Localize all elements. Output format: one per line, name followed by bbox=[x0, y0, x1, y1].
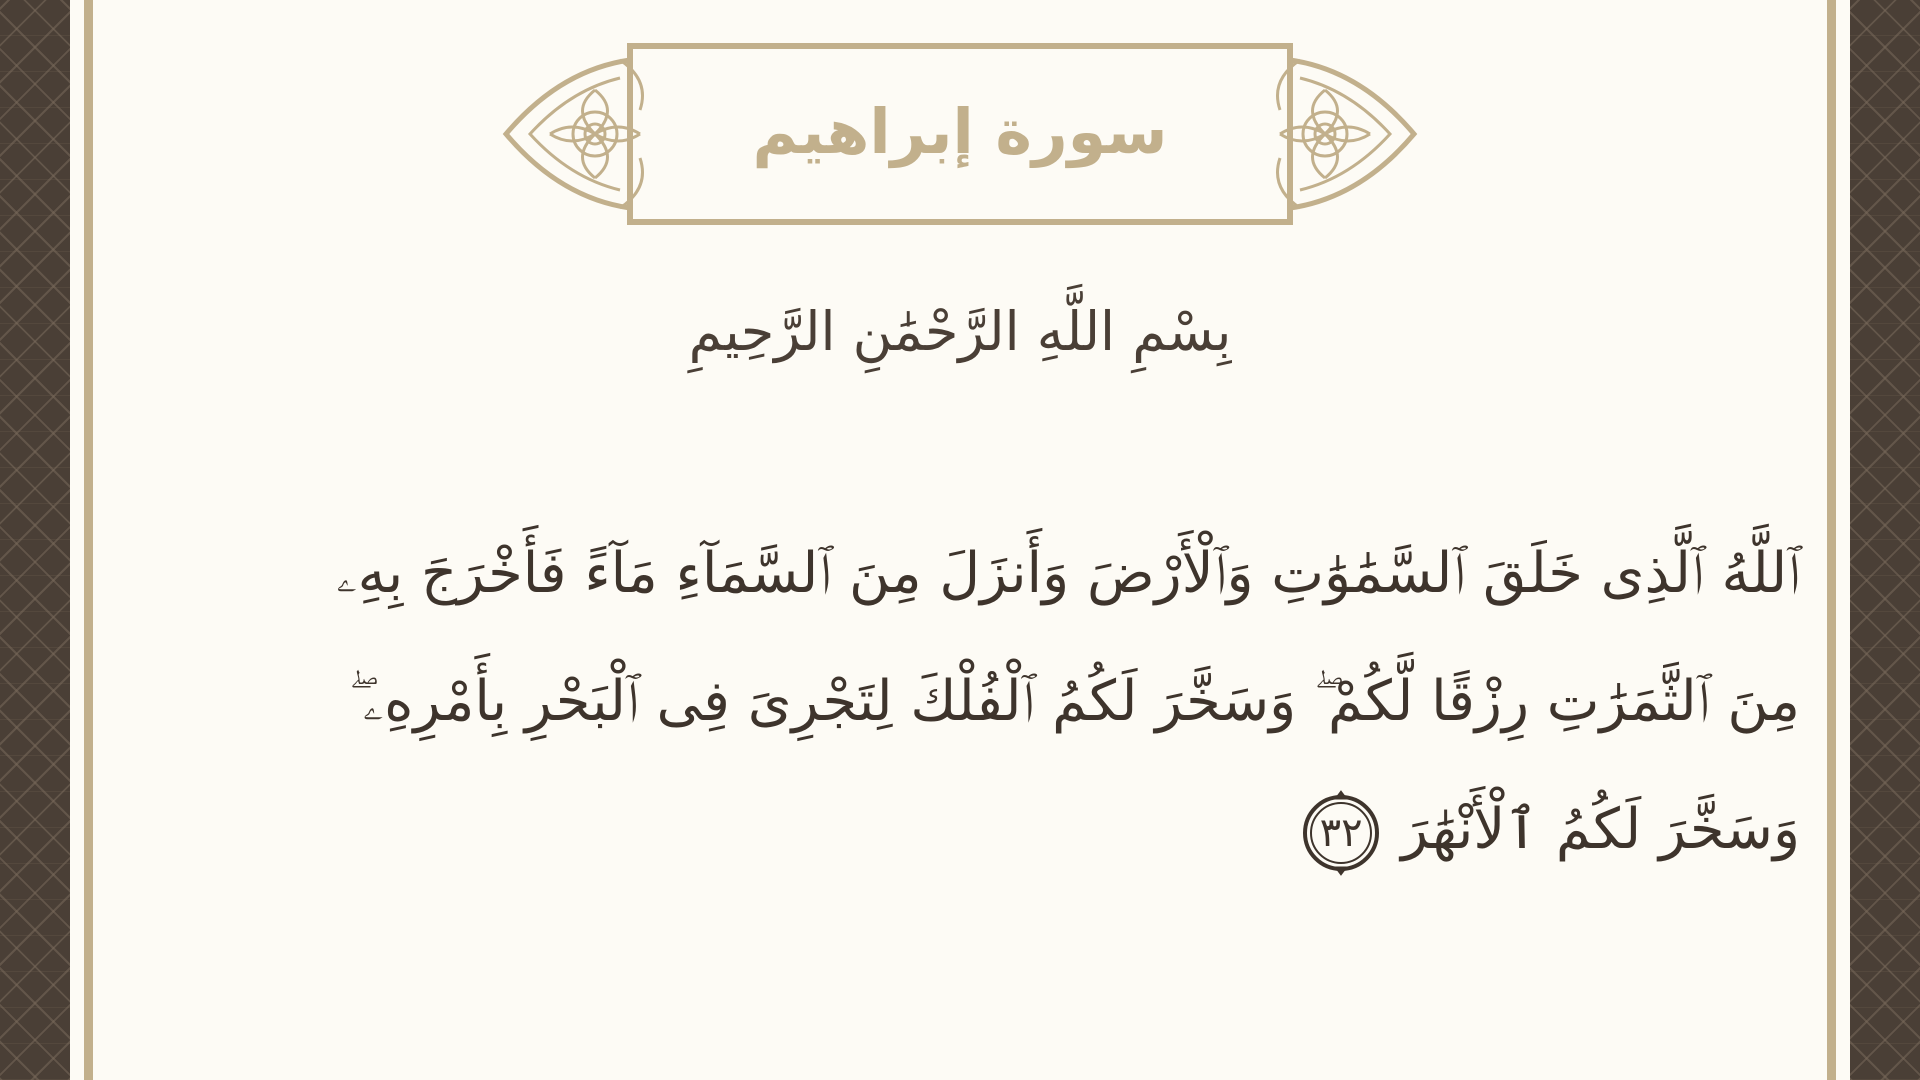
verse-line-2: مِنَ ٱلثَّمَرَٰتِ رِزْقًا لَّكُمْ ۖ وَسَخَّرَ لَكُمُ ٱلْفُلْكَ لِتَجْرِىَ فِى ٱلْبَحْرِ بِأَمْرِهِۦ ۖ bbox=[348, 669, 1800, 734]
surah-title: سورة إبراهيم bbox=[752, 95, 1168, 168]
right-ornamental-border bbox=[1850, 0, 1920, 1080]
basmala: بِسْمِ اللَّهِ الرَّحْمَٰنِ الرَّحِيمِ bbox=[688, 300, 1232, 363]
verse-text bbox=[150, 510, 1800, 894]
ayah-number: ٣٢ bbox=[1319, 809, 1363, 856]
verse-line-1: ٱللَّهُ ٱلَّذِى خَلَقَ ٱلسَّمَٰوَٰتِ وَٱلْأَرْضَ وَأَنزَلَ مِنَ ٱلسَّمَآءِ مَآءً فَأَخْرَجَ بِهِۦ bbox=[336, 541, 1800, 606]
surah-title-cartouche bbox=[500, 40, 1420, 230]
left-gold-frame-line bbox=[84, 0, 93, 1080]
left-ornamental-border bbox=[0, 0, 70, 1080]
verse-line-3 bbox=[150, 766, 1800, 894]
right-gold-frame-line bbox=[1827, 0, 1836, 1080]
ayah-number-marker bbox=[1295, 787, 1387, 879]
verse-line-3-text: وَسَخَّرَ لَكُمُ ٱلْأَنْهَٰرَ bbox=[1401, 797, 1800, 862]
